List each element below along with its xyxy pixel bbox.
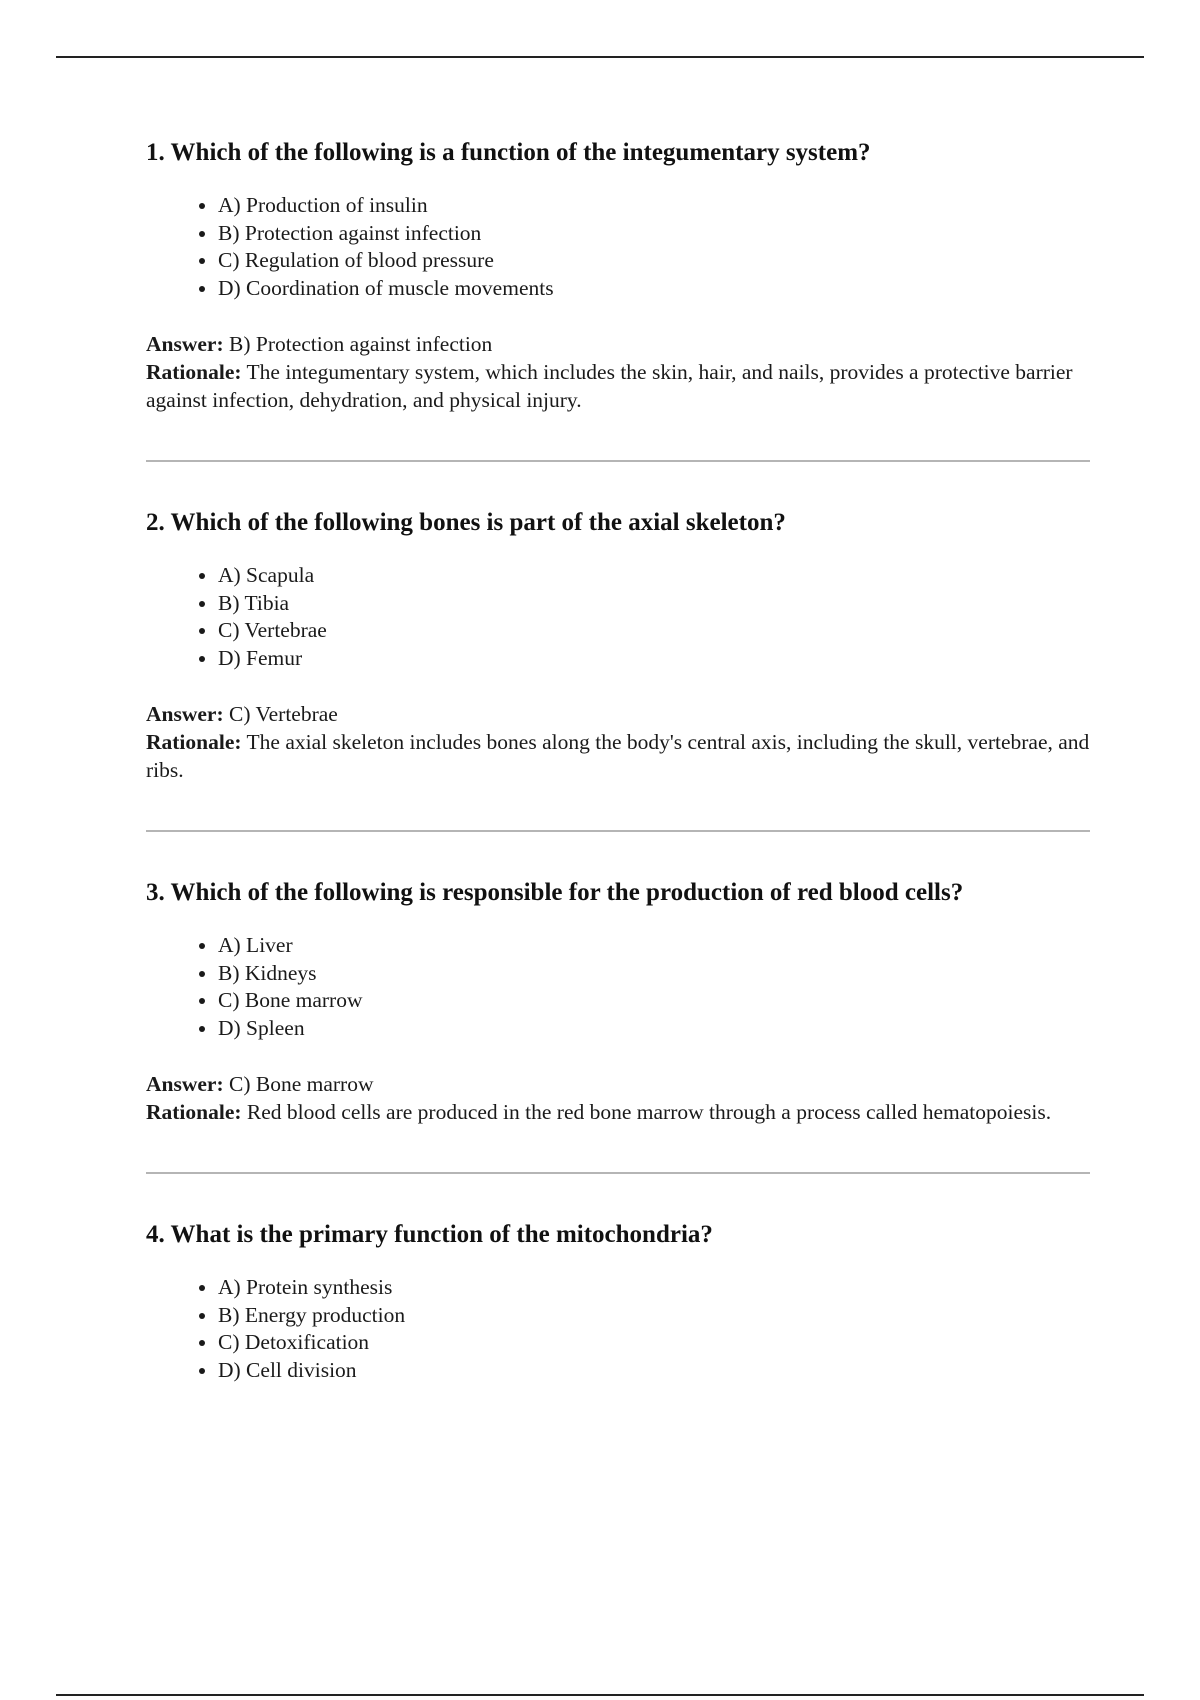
answer-text: C) Vertebrae	[229, 702, 338, 726]
option-item: • B) Kidneys	[218, 960, 1090, 988]
rationale-text: Red blood cells are produced in the red bone marrow through a process called hematopoiesis.	[246, 1100, 1052, 1124]
option-item: • D) Cell division	[218, 1357, 1090, 1385]
options-list	[146, 1274, 1090, 1384]
answer-text: C) Bone marrow	[229, 1072, 374, 1096]
question-title: 2. Which of the following bones is part of the axial skeleton?	[146, 509, 786, 536]
option-item: • A) Scapula	[218, 562, 1090, 590]
rationale-label: Rationale:	[146, 1100, 242, 1124]
question-title: 3. Which of the following is responsible for the production of red blood cells?	[146, 879, 964, 906]
rationale-label: Rationale:	[146, 360, 242, 384]
option-item: • A) Production of insulin	[218, 192, 1090, 220]
rationale-text: The integumentary system, which includes the skin, hair, and nails, provides a protective barrier against infection, dehydration, and physical injury.	[146, 360, 1073, 412]
answer-label: Answer:	[146, 1072, 224, 1096]
page-top-rule	[56, 56, 1144, 58]
answer-label: Answer:	[146, 702, 224, 726]
options-list	[146, 562, 1090, 672]
rationale-text: The axial skeleton includes bones along the body's central axis, including the skull, vertebrae, and ribs.	[146, 730, 1090, 782]
option-item: • D) Coordination of muscle movements	[218, 275, 1090, 303]
option-item: • A) Protein synthesis	[218, 1274, 1090, 1302]
options-list	[146, 932, 1090, 1042]
rationale-line	[146, 728, 1090, 784]
question-title: 4. What is the primary function of the mitochondria?	[146, 1221, 713, 1248]
section-divider	[146, 830, 1090, 832]
rationale-label: Rationale:	[146, 730, 242, 754]
answer-area	[146, 330, 1090, 414]
option-item: • B) Protection against infection	[218, 220, 1090, 248]
question-title: 1. Which of the following is a function of the integumentary system?	[146, 139, 871, 166]
option-item: • C) Regulation of blood pressure	[218, 247, 1090, 275]
question-block-2	[146, 506, 1090, 784]
option-item: • D) Spleen	[218, 1015, 1090, 1043]
answer-area	[146, 1070, 1090, 1126]
option-item: • C) Detoxification	[218, 1329, 1090, 1357]
question-block-4	[146, 1218, 1090, 1384]
rationale-line	[146, 358, 1090, 414]
option-item: • B) Energy production	[218, 1302, 1090, 1330]
answer-line	[146, 1070, 1090, 1098]
document-content	[146, 136, 1090, 1384]
answer-label: Answer:	[146, 332, 224, 356]
rationale-line	[146, 1098, 1090, 1126]
answer-area	[146, 700, 1090, 784]
answer-line	[146, 700, 1090, 728]
answer-line	[146, 330, 1090, 358]
question-block-1	[146, 136, 1090, 414]
option-item: • A) Liver	[218, 932, 1090, 960]
options-list	[146, 192, 1090, 302]
option-item: • B) Tibia	[218, 590, 1090, 618]
section-divider	[146, 460, 1090, 462]
option-item: • D) Femur	[218, 645, 1090, 673]
question-block-3	[146, 876, 1090, 1126]
option-item: • C) Vertebrae	[218, 617, 1090, 645]
page-bottom-rule	[56, 1694, 1144, 1696]
answer-text: B) Protection against infection	[229, 332, 493, 356]
section-divider	[146, 1172, 1090, 1174]
option-item: • C) Bone marrow	[218, 987, 1090, 1015]
